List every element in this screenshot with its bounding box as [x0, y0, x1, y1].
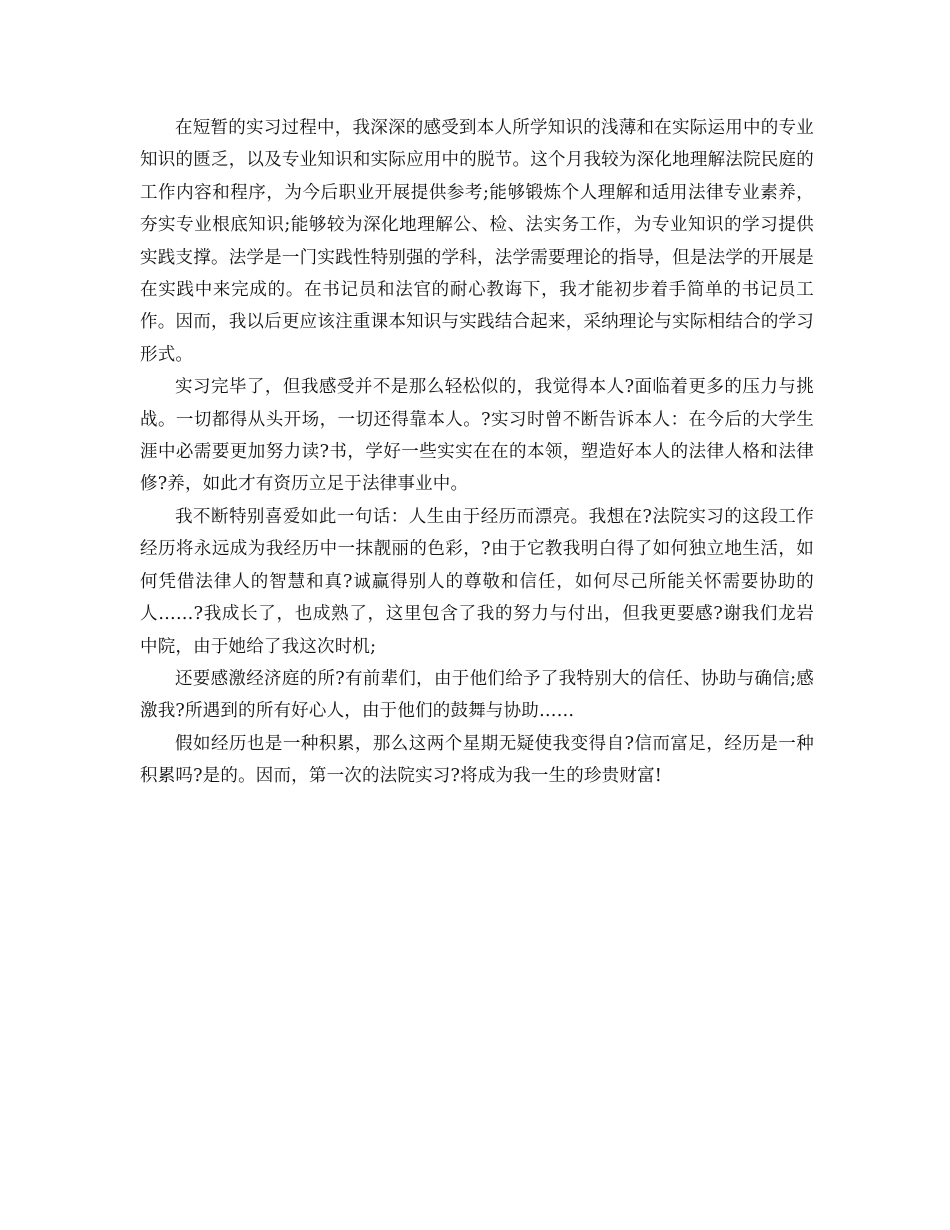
paragraph-1: 在短暂的实习过程中，我深深的感受到本人所学知识的浅薄和在实际运用中的专业知识的匮乏，以及专业知识和实际应用中的脱节。这个月我较为深化地理解法院民庭的工作内容和程序，为今后职业开展提供参考;能够锻炼个人理解和适用法律专业素养，夯实专业根底知识;能够较为深化地理解公、检、法实务工作，为专业知识的学习提供实践支撑。法学是一门实践性特别强的学科，法学需要理论的指导，但是法学的开展是在实践中来完成的。在书记员和法官的耐心教诲下，我才能初步着手简单的书记员工作。因而，我以后更应该注重课本知识与实践结合起来，采纳理论与实际相结合的学习形式。 [140, 118, 814, 365]
paragraph-3: 我不断特别喜爱如此一句话：人生由于经历而漂亮。我想在?法院实习的这段工作经历将永远成为我经历中一抹靓丽的色彩，?由于它教我明白得了如何独立地生活，如何凭借法律人的智慧和真?诚赢得别人的尊敬和信任，如何尽己所能关怀需要协助的人……?我成长了，也成熟了，这里包含了我的努力与付出，但我更要感?谢我们龙岩中院，由于她给了我这次时机; [140, 506, 814, 657]
paragraph-2: 实习完毕了，但我感受并不是那么轻松似的，我觉得本人?面临着更多的压力与挑战。一切都得从头开场，一切还得靠本人。?实习时曾不断告诉本人：在今后的大学生涯中必需要更加努力读?书，学好一些实实在在的本领，塑造好本人的法律人格和法律修?养，如此才有资历立足于法律事业中。 [140, 377, 814, 495]
paragraph-5: 假如经历也是一种积累，那么这两个星期无疑使我变得自?信而富足，经历是一种积累吗?是的。因而，第一次的法院实习?将成为我一生的珍贵财富! [140, 733, 814, 787]
paragraph-4: 还要感激经济庭的所?有前辈们，由于他们给予了我特别大的信任、协助与确信;感激我?所遇到的所有好心人，由于他们的鼓舞与协助…… [140, 668, 814, 722]
document-body [140, 112, 814, 793]
